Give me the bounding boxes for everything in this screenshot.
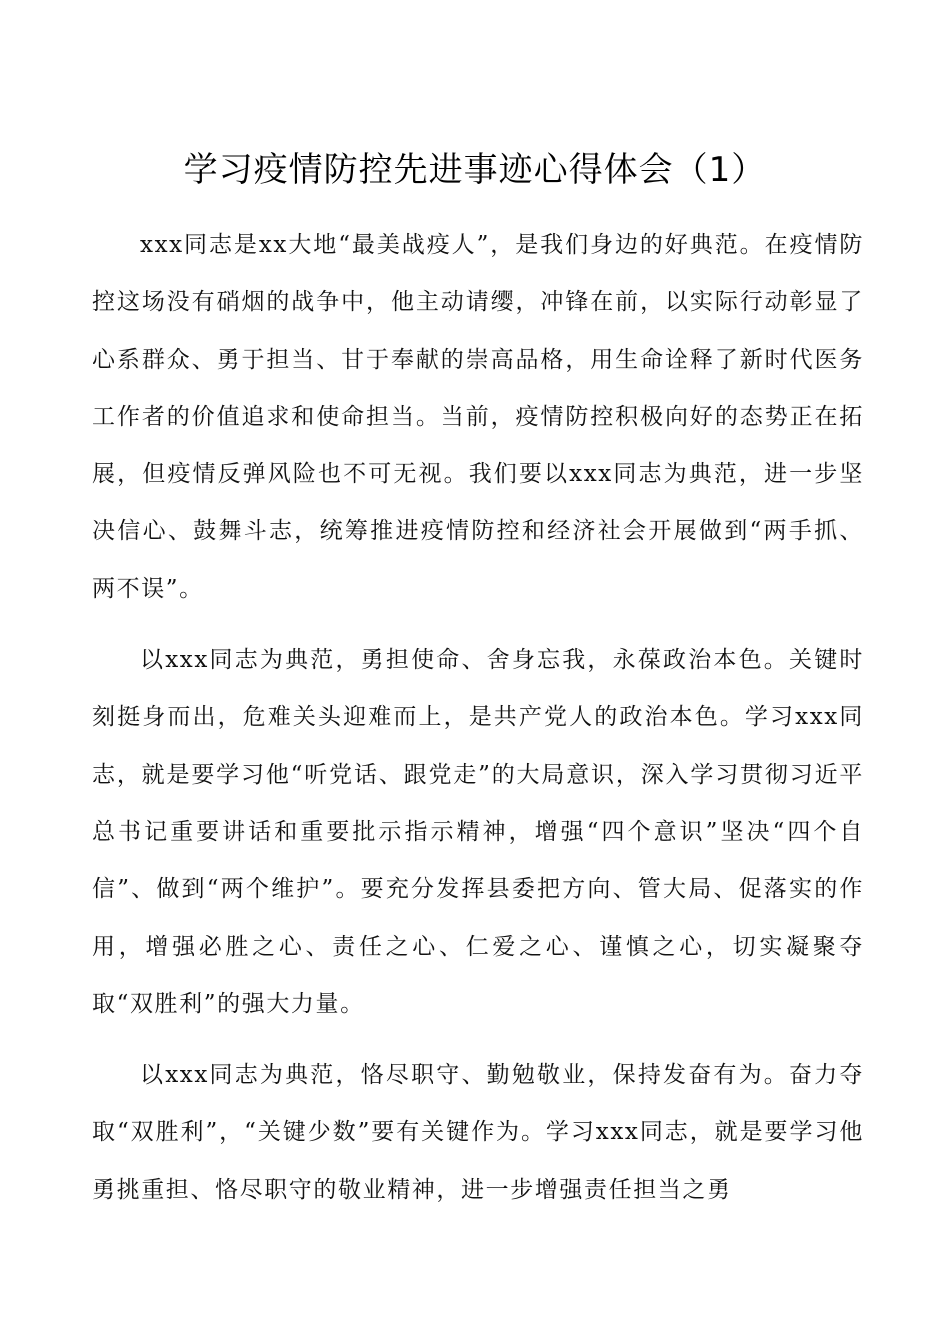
paragraph-2: 以xxx同志为典范，勇担使命、舍身忘我，永葆政治本色。关键时刻挺身而出，危难关头迎难而上，是共产党人的政治本色。学习xxx同志，就是要学习他“听党话、跟党走”的大局意识，深入学习贯彻习近平总书记重要讲话和重要批示指示精神，增强“四个意识”坚决“四个自信”、做到“两个维护”。要充分发挥县委把方向、管大局、促落实的作用，增强必胜之心、责任之心、仁爱之心、谨慎之心，切实凝聚夺取“双胜利”的强大力量。 — [92, 647, 864, 1017]
document-body — [92, 217, 864, 1233]
paragraph-3: 以xxx同志为典范，恪尽职守、勤勉敬业，保持发奋有为。奋力夺取“双胜利”，“关键少数”要有关键作为。学习xxx同志，就是要学习他勇挑重担、恪尽职守的敬业精神，进一步增强责任担当之勇 — [92, 1062, 864, 1203]
paragraph-1: xxx同志是xx大地“最美战疫人”，是我们身边的好典范。在疫情防控这场没有硝烟的战争中，他主动请缨，冲锋在前，以实际行动彰显了心系群众、勇于担当、甘于奉献的崇高品格，用生命诠释了新时代医务工作者的价值追求和使命担当。当前，疫情防控积极向好的态势正在拓展，但疫情反弹风险也不可无视。我们要以xxx同志为典范，进一步坚决信心、鼓舞斗志，统筹推进疫情防控和经济社会开展做到“两手抓、两不误”。 — [92, 232, 864, 602]
document-title: 学习疫情防控先进事迹心得体会（1） — [183, 150, 767, 190]
